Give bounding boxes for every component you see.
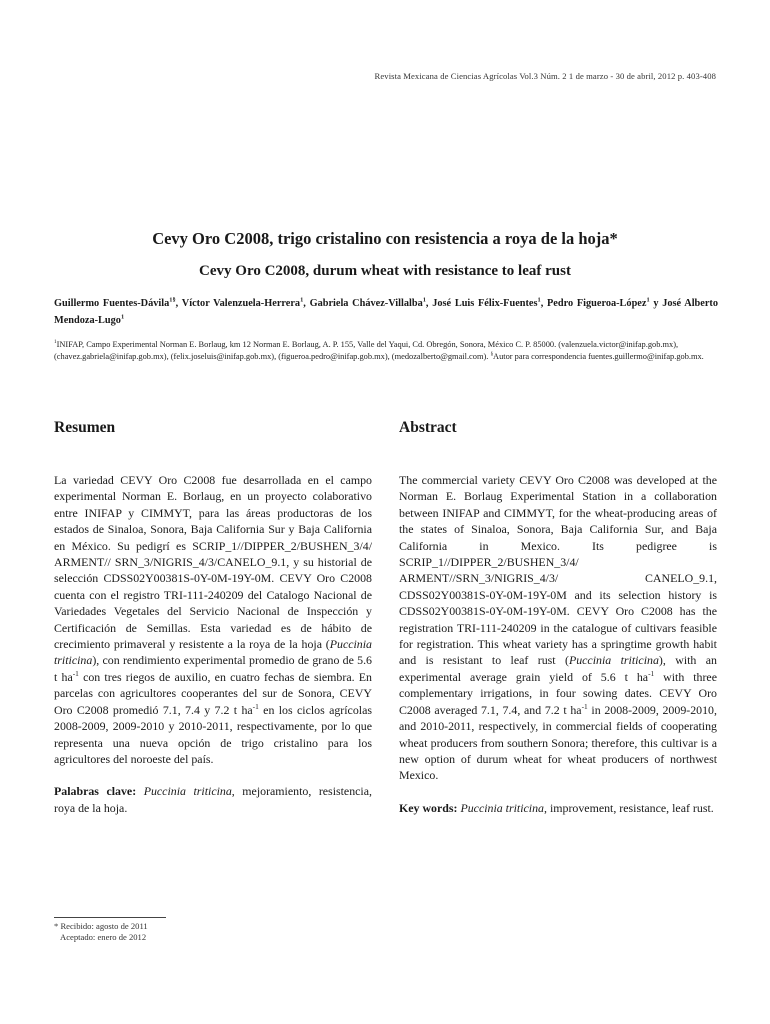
keywords-label: Palabras clave: [54,784,137,799]
author-separator: , [303,298,310,309]
author-name: Pedro Figueroa-López [547,298,647,309]
author-affiliation-mark: 1§ [169,296,176,304]
unit-exponent: -1 [648,668,655,678]
author-affiliation-mark: 1 [537,296,541,304]
resumen-text: La variedad CEVY Oro C2008 fue desarrollada en el campo experimental Norman E. Borlaug, en un proyecto colaborativo entre INIFAP y CIMMYT, para las áreas productoras de los estados de Sinaloa, Sonora, Baja California Sur y Baja California en México. Su pedigrí es SCRIP_1//DIPPER_2/BUSHEN_3/4/ ARMENT// SRN_3/NIGRIS_4/3/CANELO_9.1, y su historial de selección CDSS02Y00381S-0Y-0M-19Y-0M. CEVY Oro C2008 cuenta con el registro TRI-111-240209 del Catalogo Nacional de Variedades Vegetales del Servicio Nacional de Inspección y Certificación de Semillas. Esta variedad es de hábito de crecimiento primaveral y resistente a la roya de la hoja ( [54,473,372,652]
abstract-species: Puccinia triticina [568,653,659,668]
affiliation-mark: 1 [54,339,57,346]
resumen-text: con tres riegos de auxilio, en cuatro fechas de siembra. En parcelas con agricultores cooperantes del sur de Sonora, CEVY Oro C2008 promedió 7.1, 7.4 y 7.2 t ha [54,669,372,717]
resumen-text: ), con rendimiento experimental promedio de grano de 5.6 t ha [54,653,372,684]
author-affiliation-mark: 1 [120,313,125,321]
resumen-species: Puccinia triticina [54,637,372,668]
keywords-species: Puccinia triticina [460,800,545,815]
key-words [399,800,717,816]
author-name: Víctor Valenzuela-Herrera [181,298,301,309]
author-affiliation-mark: 1 [300,296,304,304]
author-name: Gabriela Chávez-Villalba [309,298,423,309]
author-separator: , [175,298,182,309]
abstract-text: with three complementary irrigations, in four sowing dates. CEVY Oro C2008 averaged 7.1, 7.4, and 7.2 t ha [399,669,717,717]
abstract-heading: Abstract [399,419,457,436]
author-name: José Luis Félix-Fuentes [432,298,538,309]
correspondence-mark: § [490,351,494,358]
abstract-text: ), with an experimental average grain yield of 5.6 t ha [399,653,717,684]
abstract-text: The commercial variety CEVY Oro C2008 was developed at the Norman E. Borlaug Experimental Station in a collaboration between INIFAP and CIMMYT, for the wheat-producing areas of the states of Sinaloa, Sonora, Baja California Sur, and Baja California in Mexico. Its pedigree is SCRIP_1//DIPPER_2/BUSHEN_3/4/ ARMENT//SRN_3/NIGRIS_4/3/ CANELO_9.1, CDSS02Y00381S-0Y-0M-19Y-0M and its selection history is CDSS02Y00381S-0Y-0M-19Y-0M. CEVY Oro C2008 has the registration TRI-111-240209 in the catalogue of cultivars feasible for registration. This wheat variety has a springtime growth habit and is resistant to leaf rust ( [399,473,717,668]
author-separator: , [425,298,433,309]
journal-citation: Revista Mexicana de Ciencias Agrícolas Vol.3 Núm. 2 1 de marzo - 30 de abril, 2012 p. 403-408 [374,71,716,81]
affiliation-text: INIFAP, Campo Experimental Norman E. Borlaug, km 12 Norman E. Borlaug, A. P. 155, Valle del Yaqui, Cd. Obregón, Sonora, México C. P. 85000. (valenzuela.victor@inifap.gob.mx), (chavez.gabriela@inifap.gob.mx), (felix.joseluis@inifap.gob.mx), (figueroa.pedro@inifap.gob.mx), (medozalberto@gmail.com). [54,340,679,361]
author-affiliation-mark: 1 [646,296,650,304]
received-date: * Recibido: agosto de 2011 [54,921,148,931]
unit-exponent: -1 [581,701,588,711]
author-list [54,295,718,329]
abstract-column [399,472,717,816]
accepted-date: Aceptado: enero de 2012 [60,932,147,942]
author-separator: , [540,298,547,309]
keywords-text: , mejoramiento, resistencia, roya de la hoja. [54,784,372,815]
keywords-text: , improvement, resistance, leaf rust. [544,800,714,815]
author-affiliation-mark: 1 [422,296,426,304]
correspondence-text: Autor para correspondencia fuentes.guillermo@inifap.gob.mx. [493,352,704,361]
footnote [54,921,148,943]
author-separator: y [649,298,663,309]
article-title-english: Cevy Oro C2008, durum wheat with resistance to leaf rust [199,263,571,279]
abstract-paragraph [399,472,717,784]
resumen-heading: Resumen [54,419,116,436]
resumen-column [54,472,372,816]
author-name: Guillermo Fuentes-Dávila [54,298,170,309]
footnote-divider [54,917,166,918]
affiliation-note [54,339,718,363]
keywords-species: Puccinia triticina [143,784,232,799]
unit-exponent: -1 [252,701,259,711]
palabras-clave [54,783,372,816]
unit-exponent: -1 [72,668,79,678]
keywords-label: Key words: [399,800,458,815]
article-title: Cevy Oro C2008, trigo cristalino con resistencia a roya de la hoja* [152,229,618,248]
resumen-paragraph [54,472,372,767]
resumen-text: en los ciclos agrícolas 2008-2009, 2009-2010 y 2010-2011, respectivamente, por lo que representa una nueva opción de trigo cristalino para los agricultores del noroeste del país. [54,702,372,766]
author-name: José Alberto Mendoza-Lugo [54,298,719,326]
abstract-text: in 2008-2009, 2009-2010, and 2010-2011, respectively, in commercial fields of cooperating wheat producers from southern Sonora; therefore, this cultivar is a new option of durum wheat for wheat producers of northwest Mexico. [399,702,717,783]
